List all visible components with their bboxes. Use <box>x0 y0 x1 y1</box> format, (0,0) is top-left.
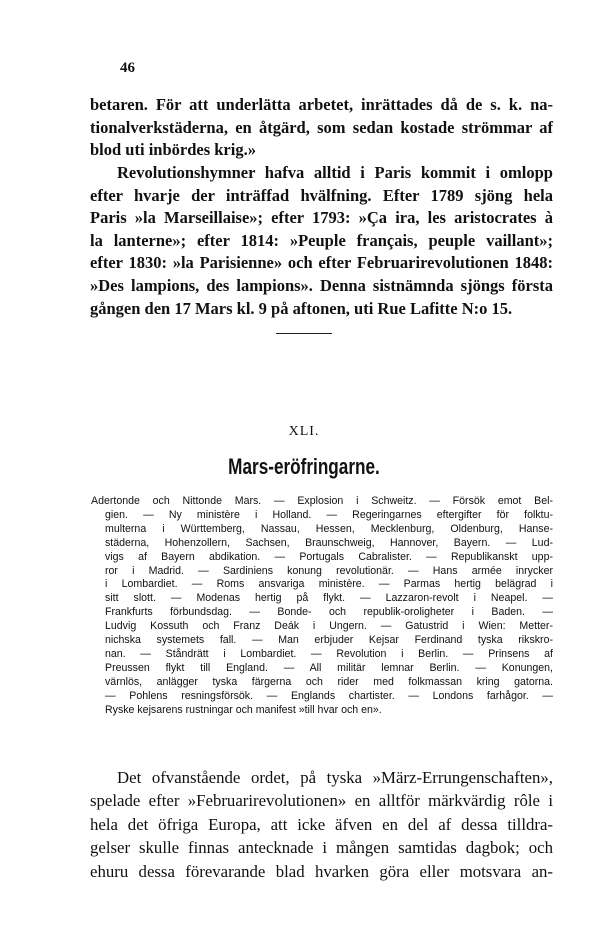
summary-line: Ludvig Kossuth och Franz Deák i Ungern. — Gatustrid i Wien: Metter- <box>105 620 553 633</box>
text-line: ehuru dessa förevarande blad hvarken göra eller motsvara an- <box>90 861 553 881</box>
text-line: efter 1830: »la Parisienne» och efter Februarirevolutionen 1848: <box>90 253 553 273</box>
top-paragraph <box>90 94 553 162</box>
text-line: »Des lampions, des lampions». Denna sistnämnda sjöngs första <box>90 275 553 295</box>
summary-line: värnlös, anlägger tyska färgerna och rider med folkmassan kring gatorna. <box>105 675 553 688</box>
text-line: betaren. För att underlätta arbetet, inrättades då de s. k. na- <box>90 95 553 114</box>
text-line: hela det öfriga Europa, att icke äfven en del af dessa tilldra- <box>90 814 553 834</box>
summary-line: ror i Madrid. — Sardiniens konung revolutionär. — Hans armée inrycker <box>105 564 553 577</box>
summary-line: multerna i Württemberg, Nassau, Hessen, Mecklenburg, Oldenburg, Hanse- <box>105 522 553 535</box>
text-line: Revolutionshymner hafva alltid i Paris kommit i omlopp <box>117 163 553 182</box>
summary-line: vigs af Bayern abdikation. — Portugals Cabralister. — Republikanskt upp- <box>105 550 553 563</box>
summary-line: Adertonde och Nittonde Mars. — Explosion i Schweitz. — Försök emot Bel- <box>91 495 553 507</box>
summary-line: Preussen flykt till England. — All militär lemnar Berlin. — Konungen, <box>105 661 553 674</box>
text-line: spelade efter »Februarirevolutionen» en alltför märkvärdig rôle i <box>90 791 553 811</box>
summary-line: Ryske kejsarens rustningar och manifest »till hvar och en». <box>105 703 382 716</box>
second-paragraph <box>90 162 553 320</box>
chapter-number: XLI. <box>288 424 320 439</box>
text-line: gelser skulle finnas antecknade i mången samtidas dagbok; och <box>90 838 553 858</box>
summary-line: gien. — Ny ministère i Holland. — Regeringarnes eftergifter för folktu- <box>105 508 553 521</box>
chapter-title: Mars-eröfringarne. <box>228 454 380 479</box>
page-number: 46 <box>120 60 135 76</box>
summary-line: i Lombardiet. — Roms ansvariga ministère. — Parmas hertig belägrad i <box>105 578 553 591</box>
text-line: efter hvarje der inträffad hvälfning. Efter 1789 sjöng hela <box>90 185 553 205</box>
bottom-paragraph <box>90 766 553 883</box>
summary-line: sitt slott. — Modenas hertig på flykt. — Lazzaron-revolt i Neapel. — <box>105 592 553 605</box>
section-divider <box>276 333 332 334</box>
summary-line: Frankfurts förbundsdag. — Bonde- och republik-oroligheter i Baden. — <box>105 606 553 619</box>
text-line: tionalverkstäderna, en åtgärd, som sedan kostade strömmar af <box>90 117 553 137</box>
summary-line: städerna, Hohenzollern, Sachsen, Braunschweig, Hannover, Bayern. — Lud- <box>105 536 553 549</box>
text-line: gången den 17 Mars kl. 9 på aftonen, uti Rue Lafitte N:o 15. <box>90 298 513 318</box>
text-line: Paris »la Marseillaise»; efter 1793: »Ça ira, les aristocrates à <box>90 208 553 228</box>
chapter-summary <box>91 495 553 718</box>
text-line: la lanterne»; efter 1814: »Peuple français, peuple vaillant»; <box>90 230 553 250</box>
summary-line: — Pohlens resningsförsök. — Englands chartister. — Londons farhågor. — <box>105 689 553 702</box>
summary-line: nan. — Ståndrätt i Lombardiet. — Revolution i Berlin. — Prinsens af <box>105 647 553 660</box>
text-line: Det ofvanstående ordet, på tyska »März-Errungenschaften», <box>117 768 553 787</box>
summary-line: nichska systemets fall. — Man erbjuder Kejsar Ferdinand tyska rikskro- <box>105 634 553 647</box>
text-line: blod uti inbördes krig.» <box>90 140 256 160</box>
